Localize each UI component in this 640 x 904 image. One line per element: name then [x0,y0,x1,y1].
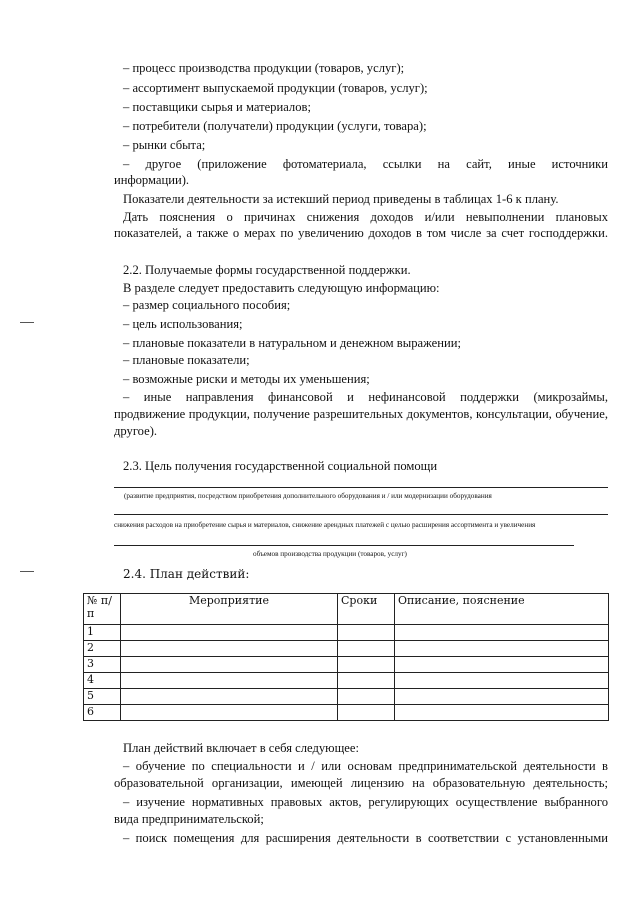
fill-in-line[interactable] [114,487,608,488]
text-line: образовательной организации, имеющей лицензию на образовательную деятельность; [114,776,608,790]
table-cell[interactable] [121,673,338,689]
text-line: – обучение по специальности и / или основам предпринимательской деятельности в [123,759,608,773]
row-number: 5 [84,689,121,705]
margin-mark [20,322,34,323]
text-line: продвижение продукции, получение разрешительных документов, консультации, обучение, [114,407,608,421]
plan-table [83,593,609,721]
text-line: – размер социального пособия; [123,298,291,312]
table-cell[interactable] [395,689,609,705]
table-cell[interactable] [395,705,609,721]
hint-text: объемов производства продукции (товаров, услуг) [253,550,407,558]
text-line: показателей, а также о мерах по увеличению доходов в том числе за счет господдержки. [114,226,608,240]
table-cell[interactable] [338,657,395,673]
text-line: – рынки сбыта; [123,138,206,152]
row-number: 2 [84,641,121,657]
text-line: План действий включает в себя следующее: [123,741,359,755]
table-cell[interactable] [121,705,338,721]
row-number: 1 [84,625,121,641]
table-header-row [84,594,609,625]
text-line: – поставщики сырья и материалов; [123,100,311,114]
header-activity: Мероприятие [121,594,338,625]
text-line: – изучение нормативных правовых актов, регулирующих осуществление выбранного [123,795,608,809]
text-line: – другое (приложение фотоматериала, ссылки на сайт, иные источники [123,157,608,171]
text-line: Дать пояснения о причинах снижения доходов и/или невыполнении плановых [123,210,608,224]
section-heading-2-3: 2.3. Цель получения государственной социальной помощи [123,459,438,473]
row-number: 3 [84,657,121,673]
row-number: 6 [84,705,121,721]
fill-in-line[interactable] [114,545,574,546]
table-row [84,641,609,657]
text-line: – плановые показатели в натуральном и денежном выражении; [123,336,461,350]
text-line: – потребители (получатели) продукции (услуги, товара); [123,119,427,133]
text-line: другое). [114,424,158,438]
text-line: – процесс производства продукции (товаров, услуг); [123,61,405,75]
table-cell[interactable] [338,625,395,641]
table-cell[interactable] [395,641,609,657]
text-line: – иные направления финансовой и нефинансовой поддержки (микрозаймы, [123,390,608,404]
header-description: Описание, пояснение [395,594,609,625]
table-row [84,689,609,705]
section-heading-2-2: 2.2. Получаемые формы государственной поддержки. [123,263,411,277]
table-row [84,705,609,721]
margin-mark [20,571,34,572]
hint-text: снижения расходов на приобретение сырья и материалов, снижение арендных платежей с целью расширения ассортимента и увеличения [114,521,536,529]
text-line: информации). [114,173,190,187]
table-cell[interactable] [121,625,338,641]
text-line: Показатели деятельности за истекший период приведены в таблицах 1-6 к плану. [123,192,559,206]
fill-in-line[interactable] [114,514,608,515]
row-number: 4 [84,673,121,689]
text-line: – ассортимент выпускаемой продукции (товаров, услуг); [123,81,428,95]
table-cell[interactable] [338,641,395,657]
text-line: В разделе следует предоставить следующую информацию: [123,281,440,295]
header-deadline: Сроки [338,594,395,625]
text-line: – плановые показатели; [123,353,250,367]
text-line: вида предпринимательской; [114,812,264,826]
table-cell[interactable] [338,705,395,721]
table-cell[interactable] [395,673,609,689]
text-line: – возможные риски и методы их уменьшения; [123,372,370,386]
table-cell[interactable] [121,657,338,673]
table-cell[interactable] [338,689,395,705]
hint-text: (развитие предприятия, посредством приобретения дополнительного оборудования и / или модернизации оборудования [124,492,492,500]
table-row [84,673,609,689]
table-cell[interactable] [338,673,395,689]
table-row [84,625,609,641]
table-cell[interactable] [121,689,338,705]
section-heading-2-4: 2.4. План действий: [123,567,250,581]
table-cell[interactable] [395,625,609,641]
table-cell[interactable] [121,641,338,657]
text-line: – поиск помещения для расширения деятельности в соответствии с установленными [123,831,608,845]
table-cell[interactable] [395,657,609,673]
header-number: № п/п [84,594,121,625]
table-row [84,657,609,673]
text-line: – цель использования; [123,317,243,331]
